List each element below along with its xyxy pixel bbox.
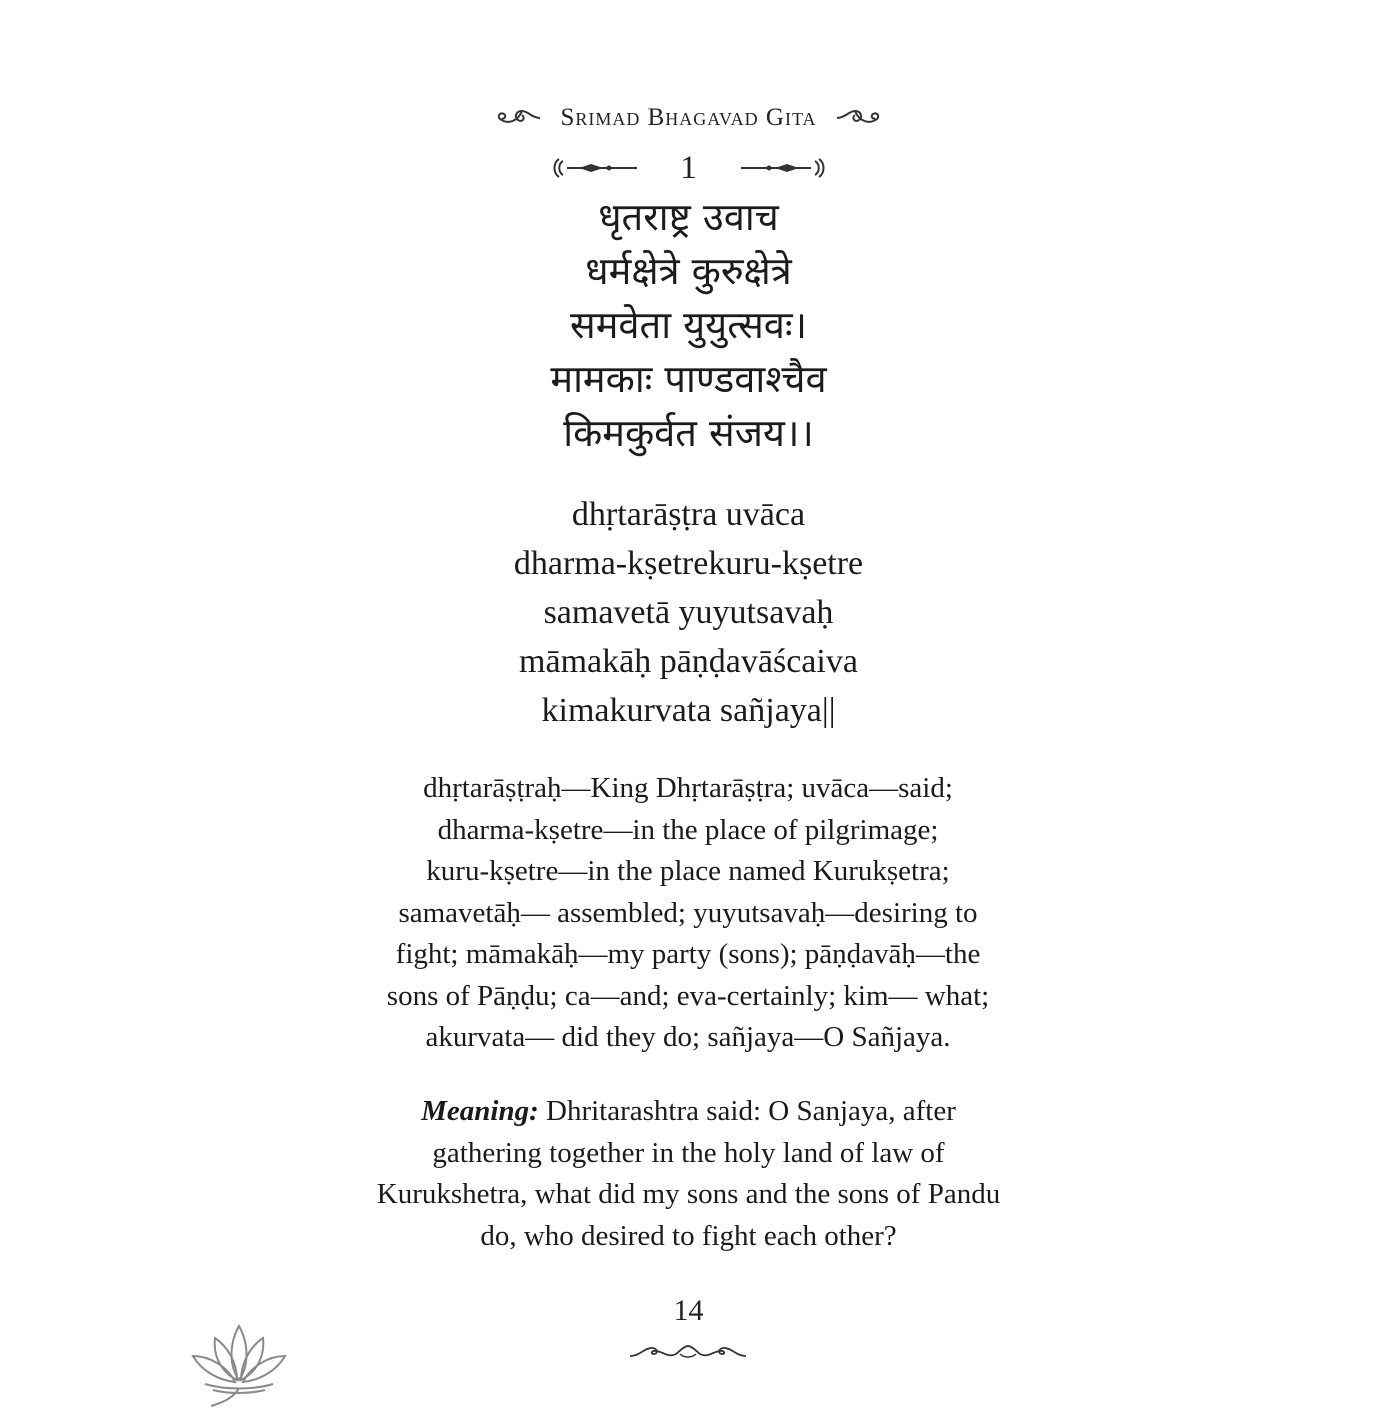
meaning-label: Meaning:	[421, 1095, 539, 1127]
meaning-first-line	[300, 1091, 1077, 1133]
sanskrit-line: धर्मक्षेत्रे कुरुक्षेत्रे	[585, 249, 792, 293]
word-meanings-line: samavetāḥ— assembled; yuyutsavaḥ—desiring to	[398, 896, 978, 929]
transliteration-line: kimakurvata sañjaya||	[541, 692, 836, 729]
sanskrit-line: धृतराष्ट्र उवाच	[598, 195, 779, 239]
sanskrit-line: किमकुर्वत संजय।।	[563, 411, 814, 455]
sanskrit-verse	[0, 190, 1377, 460]
transliteration-line: dharma-kṣetrekuru-kṣetre	[513, 545, 864, 582]
running-header	[0, 100, 1377, 136]
sanskrit-line: समवेता युयुत्सवः।	[570, 303, 807, 347]
verse-meaning	[300, 1091, 1077, 1257]
word-meanings-line: akurvata— did they do; sañjaya—O Sañjaya.	[425, 1021, 951, 1053]
sanskrit-line: मामकाः पाण्डवाश्चैव	[550, 357, 827, 401]
meaning-line: gathering together in the holy land of law of	[432, 1136, 945, 1169]
book-title: Srimad Bhagavad Gita	[560, 104, 817, 131]
transliteration	[0, 490, 1377, 735]
word-meanings-line: dhṛtarāṣṭraḥ—King Dhṛtarāṣṭra; uvāca—said;	[423, 772, 953, 804]
transliteration-line: samavetā yuyutsavaḥ	[543, 594, 834, 631]
transliteration-line: dhṛtarāṣṭra uvāca	[571, 496, 806, 533]
meaning-text: Dhritarashtra said: O Sanjaya, after	[538, 1095, 956, 1127]
meaning-line: Kurukshetra, what did my sons and the sons of Pandu	[376, 1178, 1001, 1210]
lotus-icon	[185, 1318, 293, 1408]
page-number: 14	[673, 1294, 704, 1327]
word-meanings-line: dharma-kṣetre—in the place of pilgrimage;	[437, 813, 939, 846]
word-meanings-line: kuru-kṣetre—in the place named Kurukṣetra;	[426, 855, 950, 887]
word-meanings	[318, 768, 1058, 1059]
word-meanings-line: sons of Pāṇḍu; ca—and; eva-certainly; kim— what;	[386, 979, 990, 1012]
scroll-flourish-right-icon	[739, 153, 829, 183]
verse-number: 1	[680, 149, 697, 186]
floral-ornament-right-icon	[835, 107, 881, 129]
floral-ornament-left-icon	[496, 107, 542, 129]
scroll-flourish-left-icon	[549, 153, 639, 183]
verse-number-row	[0, 146, 1377, 190]
meaning-line: do, who desired to fight each other?	[480, 1219, 897, 1252]
word-meanings-line: fight; māmakāḥ—my party (sons); pāṇḍavāḥ—the	[395, 938, 981, 970]
transliteration-line: māmakāḥ pāṇḍavāścaiva	[519, 643, 858, 680]
footer-flourish-icon	[628, 1340, 748, 1362]
